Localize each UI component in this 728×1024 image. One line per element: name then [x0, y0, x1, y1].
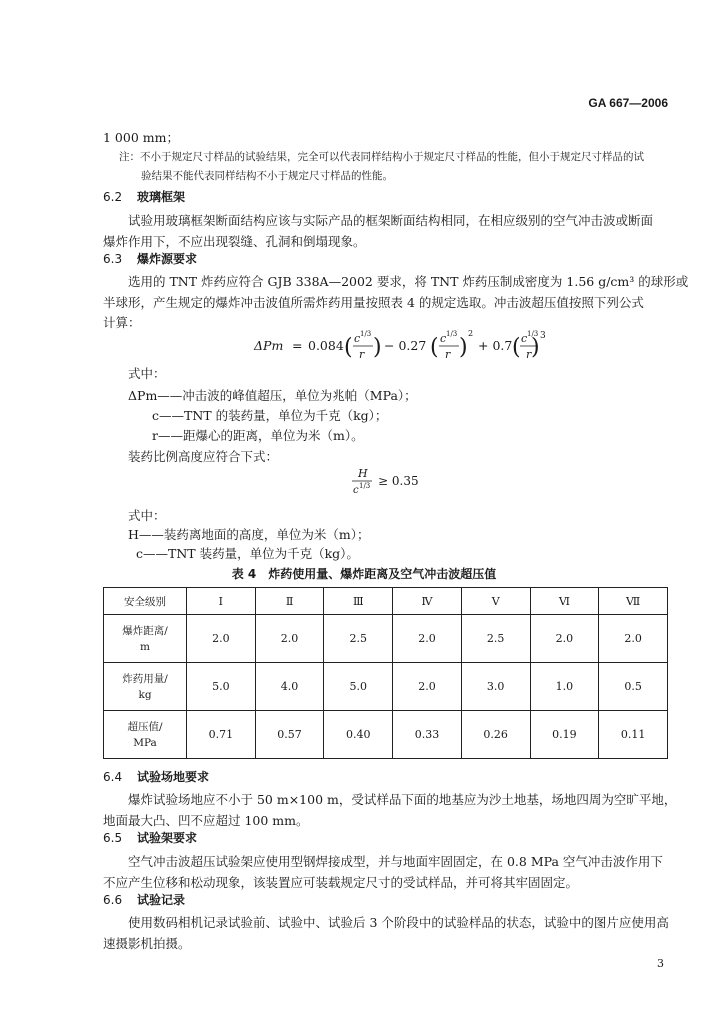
table-cell: 2.0: [187, 615, 256, 663]
row-label-unit: m: [140, 640, 150, 653]
fraction-numerator: c: [521, 332, 528, 345]
header-cell: Ⅲ: [324, 588, 393, 615]
section-number: 6.6: [103, 893, 123, 907]
section-heading-6-2: [103, 188, 185, 205]
paragraph-line: 不应产生位移和松动现象，该装置应可装载规定尺寸的受试样品，并可将其牢固固定。: [103, 875, 579, 890]
section-number: 6.5: [103, 831, 123, 845]
header-cell: 安全级别: [104, 588, 187, 615]
table-cell: 4.0: [255, 663, 324, 711]
section-heading-6-3: [103, 250, 197, 267]
row-label-unit: kg: [138, 688, 152, 701]
table-row: [104, 711, 668, 759]
exponent: 1/3: [359, 482, 371, 490]
table-row: [104, 663, 668, 711]
formula-term-3: + 0.7: [478, 338, 513, 353]
exponent: 1/3: [527, 330, 539, 338]
paren-close: ): [531, 335, 540, 360]
paragraph-line: 半球形，产生规定的爆炸冲击波值所需炸药用量按照表 4 的规定选取。冲击波超压值按照下列公式: [103, 295, 644, 310]
section-title: 试验记录: [137, 893, 186, 907]
formula-equals: =: [292, 338, 303, 353]
header-cell: Ⅴ: [461, 588, 530, 615]
section-number: 6.4: [103, 770, 123, 784]
table-cell: 2.0: [255, 615, 324, 663]
paragraph-line: 试验用玻璃框架断面结构应该与实际产品的框架断面结构相同，在相应级别的空气冲击波或断面: [128, 213, 654, 228]
fraction-numerator: c: [440, 332, 447, 345]
note-line: 验结果不能代表同样结构不小于规定尺寸样品的性能。: [141, 170, 393, 182]
table-cell: 5.0: [324, 663, 393, 711]
header-cell: Ⅵ: [530, 588, 599, 615]
section-heading-6-6: [103, 891, 185, 908]
paragraph-line: 爆炸试验场地应不小于 50 m×100 m，受试样品下面的地基应为沙土地基，场地四周为空旷平地，: [128, 792, 677, 807]
exponent: 2: [468, 329, 474, 338]
row-label: [104, 711, 187, 759]
table-cell: 0.5: [599, 663, 668, 711]
table-cell: 3.0: [461, 663, 530, 711]
fraction-denominator: r: [526, 348, 532, 361]
header-cell: Ⅱ: [255, 588, 324, 615]
exponent: 1/3: [446, 330, 458, 338]
table-cell: 1.0: [530, 663, 599, 711]
table-cell: 0.19: [530, 711, 599, 759]
section-title: 爆炸源要求: [137, 252, 198, 266]
paragraph-line: 速摄影机拍摄。: [103, 936, 191, 951]
text-line: 1 000 mm；: [103, 130, 179, 145]
table-cell: 2.0: [599, 615, 668, 663]
table-4: [103, 587, 668, 759]
paren-close: ): [459, 335, 468, 360]
variable-definition: ΔPm——冲击波的峰值超压，单位为兆帕（MPa）；: [128, 388, 417, 403]
header-cell: Ⅶ: [599, 588, 668, 615]
fraction-denominator: r: [359, 348, 365, 361]
table-cell: 0.26: [461, 711, 530, 759]
formula-term-1: 0.084: [308, 338, 344, 353]
table-header-row: [104, 588, 668, 615]
fraction-numerator: H: [358, 467, 368, 480]
section-title: 试验场地要求: [137, 770, 210, 784]
note-line: 注：不小于规定尺寸样品的试验结果，完全可以代表同样结构小于规定尺寸样品的性能，但小于规定尺寸样品的试: [119, 151, 644, 163]
table-cell: 0.33: [393, 711, 462, 759]
table-cell: 2.0: [393, 663, 462, 711]
paren-open: (: [430, 335, 439, 360]
exponent: 1/3: [360, 330, 372, 338]
paren-close: ): [373, 335, 382, 360]
table-cell: 0.57: [255, 711, 324, 759]
variable-definition: H——装药离地面的高度，单位为米（m）；: [128, 527, 370, 542]
paragraph-line: 选用的 TNT 炸药应符合 GJB 338A—2002 要求，将 TNT 炸药压制成密度为 1.56 g/cm³ 的球形或: [128, 274, 689, 289]
section-heading-6-4: [103, 768, 209, 785]
charge-height-formula: [348, 464, 428, 500]
row-label: [104, 615, 187, 663]
standard-number: GA 667—2006: [588, 96, 668, 110]
paren-open: (: [512, 335, 521, 360]
row-label-unit: MPa: [133, 736, 157, 749]
exponent: 3: [540, 331, 546, 341]
formula-lhs: ΔPm: [254, 338, 284, 353]
paren-open: (: [344, 335, 353, 360]
variable-definition: c——TNT 装药量，单位为千克（kg）。: [136, 546, 359, 561]
section-title: 试验架要求: [137, 831, 198, 845]
row-label-line: 炸药用量/: [122, 672, 168, 685]
paragraph-line: 爆炸作用下，不应出现裂缝、孔洞和倒塌现象。: [103, 234, 366, 249]
table-cell: 2.5: [461, 615, 530, 663]
table-caption: 表 4 炸药使用量、爆炸距离及空气冲击波超压值: [231, 567, 497, 581]
section-heading-6-5: [103, 829, 197, 846]
inequality: ≥ 0.35: [378, 474, 419, 488]
row-label-line: 爆炸距离/: [122, 624, 168, 637]
variable-definition: r——距爆心的距离，单位为米（m）。: [152, 428, 364, 443]
table-cell: 0.71: [187, 711, 256, 759]
table-cell: 5.0: [187, 663, 256, 711]
where-title: 式中：: [128, 366, 166, 381]
table-cell: 2.5: [324, 615, 393, 663]
header-cell: Ⅰ: [187, 588, 256, 615]
paragraph-line: 地面最大凸、凹不应超过 100 mm。: [103, 813, 309, 828]
fraction-denominator: r: [445, 348, 451, 361]
table-row: [104, 615, 668, 663]
fraction-numerator: c: [354, 332, 361, 345]
section-number: 6.2: [103, 190, 123, 204]
condition-text: 装药比例高度应符合下式：: [128, 449, 279, 464]
section-number: 6.3: [103, 252, 123, 266]
table-cell: 0.11: [599, 711, 668, 759]
fraction-denominator: c: [353, 485, 359, 496]
header-cell: Ⅳ: [393, 588, 462, 615]
section-title: 玻璃框架: [137, 190, 186, 204]
row-label: [104, 663, 187, 711]
where-title: 式中：: [128, 508, 166, 523]
formula-term-2: − 0.27: [384, 338, 427, 353]
paragraph-line: 使用数码相机记录试验前、试验中、试验后 3 个阶段中的试验样品的状态，试验中的图片应使用高: [128, 915, 669, 930]
paragraph-line: 空气冲击波超压试验架应使用型钢焊接成型，并与地面牢固固定，在 0.8 MPa 空气冲击波作用下: [128, 854, 663, 869]
row-label-line: 超压值/: [127, 720, 163, 733]
overpressure-formula: [250, 326, 540, 366]
table-cell: 2.0: [393, 615, 462, 663]
table-cell: 2.0: [530, 615, 599, 663]
paragraph-line: 计算：: [103, 315, 141, 330]
table-cell: 0.40: [324, 711, 393, 759]
variable-definition: c——TNT 的装药量，单位为千克（kg）；: [152, 408, 388, 423]
page-number: 3: [657, 957, 664, 970]
